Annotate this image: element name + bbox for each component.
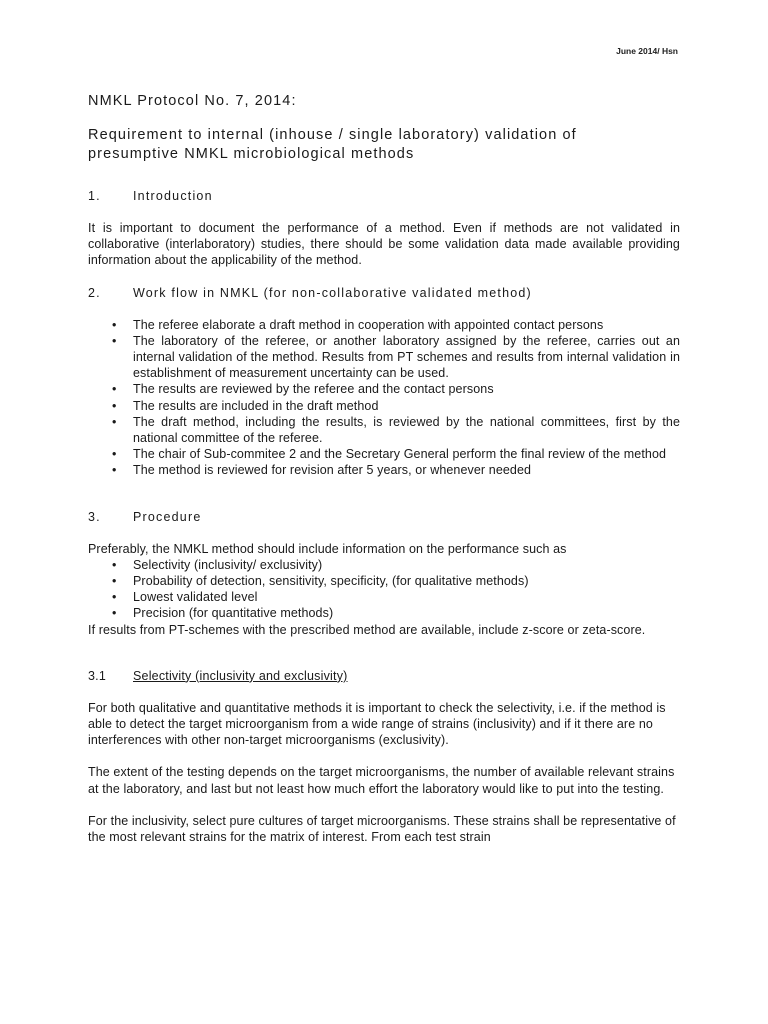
subtitle-line-2: presumptive NMKL microbiological methods [88, 146, 415, 162]
workflow-list [88, 317, 680, 479]
list-item: • The draft method, including the results, is reviewed by the national committees, first by the national committee of the referee. [112, 414, 680, 446]
list-item: • The results are reviewed by the referee and the contact persons [112, 381, 680, 397]
list-item: • The chair of Sub-commitee 2 and the Secretary General perform the final review of the method [112, 446, 680, 462]
section-title: Work flow in NMKL (for non-collaborative validated method) [133, 285, 532, 300]
list-item: • The laboratory of the referee, or another laboratory assigned by the referee, carries out an internal validation of the method. Results from PT schemes and results from internal validation in establishment of measurement uncertainty can be used. [112, 333, 680, 382]
selectivity-paragraph-3: For the inclusivity, select pure cultures of target microorganisms. These strains shall be representative of the most relevant strains for the matrix of interest. From each test strain [88, 813, 676, 845]
subtitle-line-1: Requirement to internal (inhouse / single laboratory) validation of [88, 127, 577, 143]
section-title: Selectivity (inclusivity and exclusivity) [133, 668, 348, 683]
selectivity-paragraph-1: For both qualitative and quantitative methods it is important to check the selectivity, i.e. if the method is able to detect the target microorganism from a wide range of strains (inclusivity) and if it there are no interferences with other non-target microorganisms (exclusivity). [88, 700, 666, 748]
list-item: • The referee elaborate a draft method in cooperation with appointed contact persons [112, 317, 680, 333]
section-title: Introduction [133, 189, 213, 203]
section-number: 3.1 [88, 668, 106, 683]
selectivity-paragraph-2: The extent of the testing depends on the target microorganisms, the number of available relevant strains at the laboratory, and last but not least how much effort the laboratory would like to put into the testing. [88, 765, 675, 796]
section-number: 1. [88, 189, 101, 203]
list-item: • Probability of detection, sensitivity, specificity, (for qualitative methods) [112, 573, 680, 589]
list-item: • The results are included in the draft method [112, 398, 680, 414]
document-body [88, 92, 680, 861]
document-subtitle [88, 126, 680, 164]
list-item: • Selectivity (inclusivity/ exclusivity) [112, 557, 680, 573]
section-2-heading [88, 285, 680, 301]
list-item: • Precision (for quantitative methods) [112, 605, 680, 621]
section-number: 3. [88, 509, 101, 524]
section-3-heading [88, 509, 680, 525]
performance-list [88, 557, 680, 622]
section-3-1-heading [88, 668, 680, 684]
section-number: 2. [88, 285, 101, 300]
section-title: Procedure [133, 509, 202, 524]
list-item: • Lowest validated level [112, 589, 680, 605]
list-item: • The method is reviewed for revision after 5 years, or whenever needed [112, 462, 680, 478]
section-1-heading [88, 188, 680, 204]
introduction-paragraph: It is important to document the performance of a method. Even if methods are not validated in collaborative (interlaboratory) studies, there should be some validation data made available providing information about the applicability of the method. [88, 221, 680, 268]
date-header: June 2014/ Hsn [616, 46, 678, 56]
procedure-outro: If results from PT-schemes with the prescribed method are available, include z-score or zeta-score. [88, 622, 646, 637]
procedure-intro: Preferably, the NMKL method should include information on the performance such as [88, 541, 567, 556]
document-title: NMKL Protocol No. 7, 2014: [88, 93, 297, 109]
